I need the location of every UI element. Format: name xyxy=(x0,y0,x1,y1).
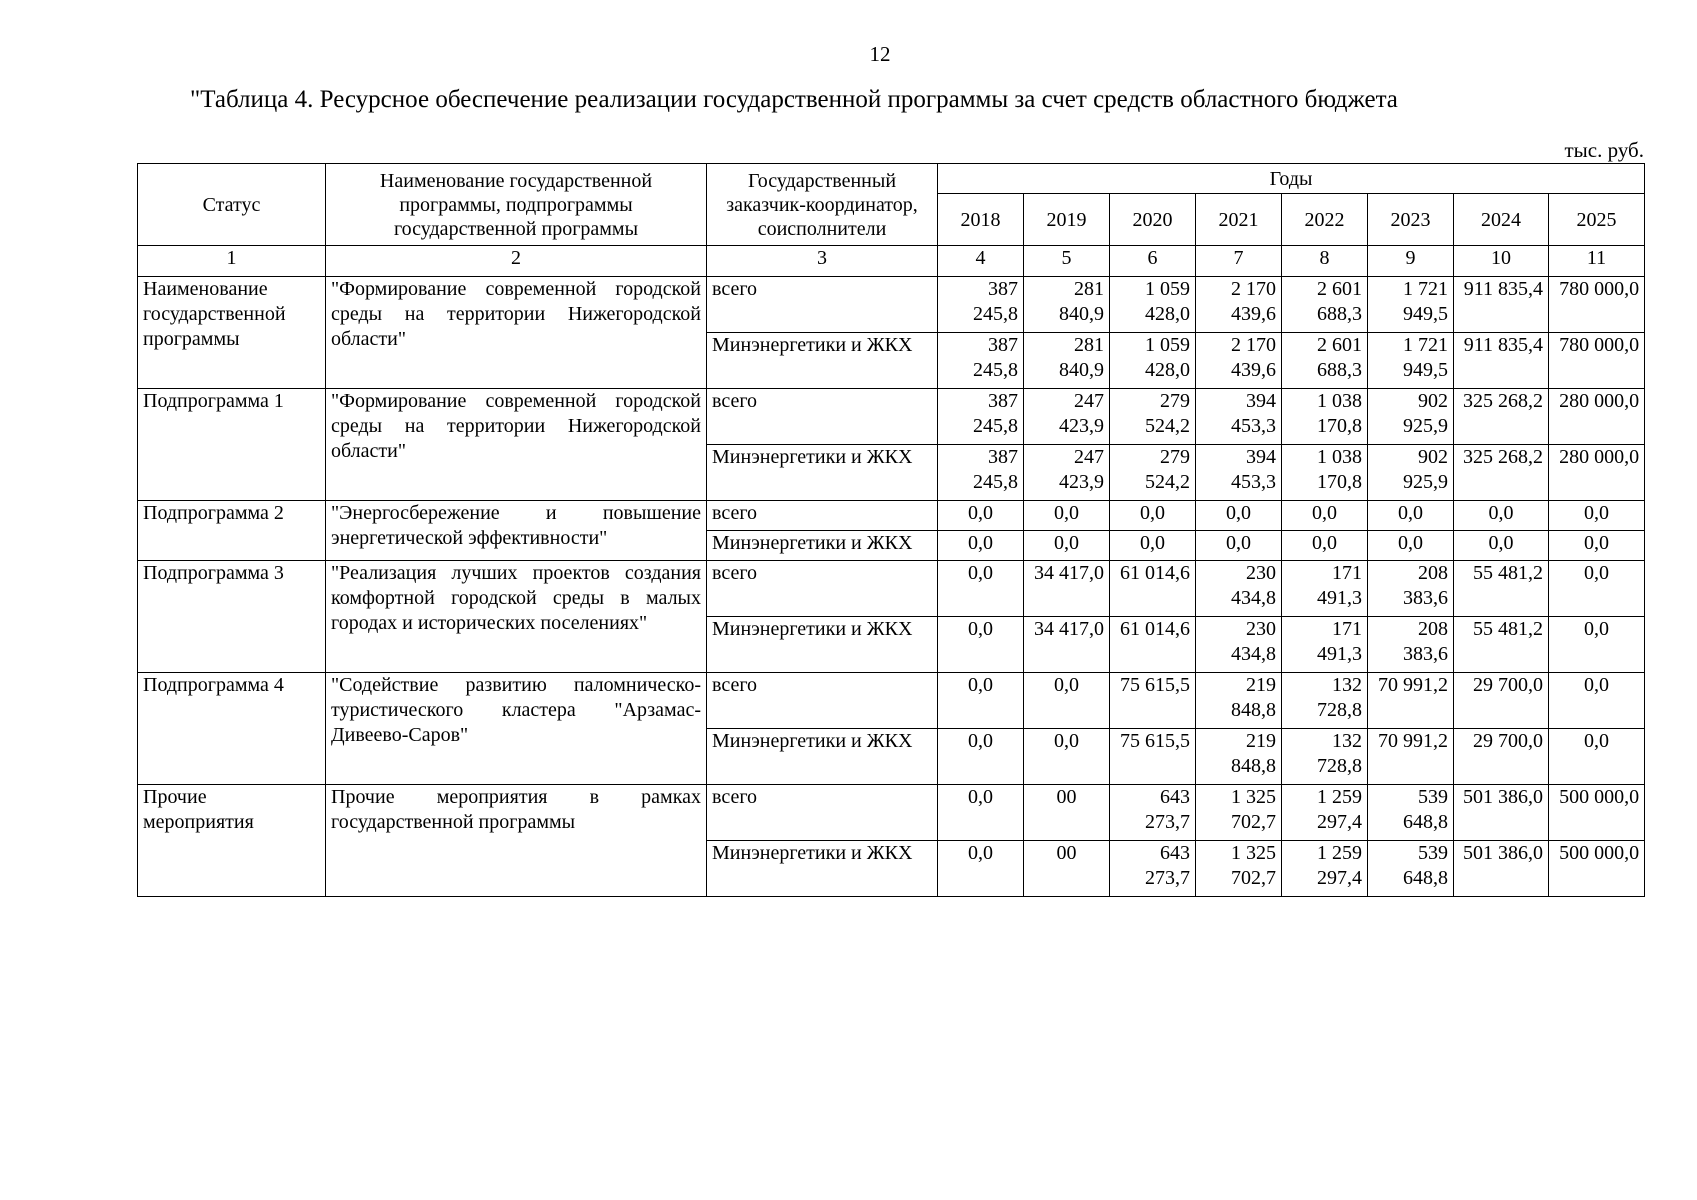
header-year: 2023 xyxy=(1368,194,1454,246)
value-cell: 0,0 xyxy=(1110,501,1196,531)
value-cell: 911 835,4 xyxy=(1454,277,1549,333)
column-number: 3 xyxy=(707,246,938,277)
value-cell: 902 925,9 xyxy=(1368,389,1454,445)
header-customer: Государственный заказчик-координатор, соисполнители xyxy=(707,164,938,246)
value-cell: 500 000,0 xyxy=(1549,785,1645,841)
customer-cell: Минэнергетики и ЖКХ xyxy=(707,617,938,673)
header-year: 2019 xyxy=(1024,194,1110,246)
value-cell: 780 000,0 xyxy=(1549,333,1645,389)
value-cell: 171 491,3 xyxy=(1282,617,1368,673)
value-cell: 208 383,6 xyxy=(1368,617,1454,673)
value-cell: 0,0 xyxy=(1196,501,1282,531)
value-cell: 0,0 xyxy=(1024,729,1110,785)
customer-cell: всего xyxy=(707,561,938,617)
value-cell: 0,0 xyxy=(1549,729,1645,785)
value-cell: 0,0 xyxy=(1024,531,1110,561)
header-year: 2020 xyxy=(1110,194,1196,246)
value-cell: 325 268,2 xyxy=(1454,389,1549,445)
value-cell: 55 481,2 xyxy=(1454,561,1549,617)
value-cell: 2 601 688,3 xyxy=(1282,277,1368,333)
value-cell: 70 991,2 xyxy=(1368,673,1454,729)
value-cell: 00 xyxy=(1024,785,1110,841)
value-cell: 501 386,0 xyxy=(1454,785,1549,841)
column-number: 10 xyxy=(1454,246,1549,277)
program-name-cell: "Реализация лучших проектов создания комфортной городской среды в малых городах и исторических поселениях" xyxy=(326,561,707,673)
program-name-cell: "Содействие развитию паломническо-туристического кластера "Арзамас-Дивеево-Саров" xyxy=(326,673,707,785)
value-cell: 75 615,5 xyxy=(1110,673,1196,729)
value-cell: 61 014,6 xyxy=(1110,561,1196,617)
value-cell: 0,0 xyxy=(938,531,1024,561)
value-cell: 0,0 xyxy=(1196,531,1282,561)
value-cell: 0,0 xyxy=(938,729,1024,785)
value-cell: 0,0 xyxy=(1024,501,1110,531)
value-cell: 0,0 xyxy=(1549,501,1645,531)
value-cell: 643 273,7 xyxy=(1110,785,1196,841)
value-cell: 387 245,8 xyxy=(938,445,1024,501)
customer-cell: всего xyxy=(707,277,938,333)
header-year: 2022 xyxy=(1282,194,1368,246)
value-cell: 171 491,3 xyxy=(1282,561,1368,617)
column-number: 2 xyxy=(326,246,707,277)
value-cell: 132 728,8 xyxy=(1282,729,1368,785)
header-years: Годы xyxy=(938,164,1645,194)
value-cell: 55 481,2 xyxy=(1454,617,1549,673)
value-cell: 0,0 xyxy=(1110,531,1196,561)
customer-cell: всего xyxy=(707,785,938,841)
page-number: 12 xyxy=(869,42,891,66)
value-cell: 0,0 xyxy=(1549,531,1645,561)
customer-cell: всего xyxy=(707,501,938,531)
value-cell: 230 434,8 xyxy=(1196,617,1282,673)
value-cell: 1 038 170,8 xyxy=(1282,445,1368,501)
header-year: 2021 xyxy=(1196,194,1282,246)
value-cell: 247 423,9 xyxy=(1024,389,1110,445)
value-cell: 29 700,0 xyxy=(1454,729,1549,785)
column-number: 9 xyxy=(1368,246,1454,277)
value-cell: 208 383,6 xyxy=(1368,561,1454,617)
units-label: тыс. руб. xyxy=(1564,138,1644,162)
table-row xyxy=(138,389,1645,445)
customer-cell: Минэнергетики и ЖКХ xyxy=(707,841,938,897)
resource-table xyxy=(137,163,1645,897)
value-cell: 0,0 xyxy=(938,561,1024,617)
value-cell: 281 840,9 xyxy=(1024,277,1110,333)
value-cell: 0,0 xyxy=(1282,501,1368,531)
value-cell: 29 700,0 xyxy=(1454,673,1549,729)
value-cell: 219 848,8 xyxy=(1196,673,1282,729)
column-number: 4 xyxy=(938,246,1024,277)
value-cell: 0,0 xyxy=(938,841,1024,897)
value-cell: 539 648,8 xyxy=(1368,785,1454,841)
value-cell: 643 273,7 xyxy=(1110,841,1196,897)
value-cell: 387 245,8 xyxy=(938,389,1024,445)
header-year: 2018 xyxy=(938,194,1024,246)
status-cell: Подпрограмма 1 xyxy=(138,389,326,501)
value-cell: 1 059 428,0 xyxy=(1110,277,1196,333)
value-cell: 0,0 xyxy=(1454,531,1549,561)
value-cell: 280 000,0 xyxy=(1549,445,1645,501)
value-cell: 780 000,0 xyxy=(1549,277,1645,333)
value-cell: 1 038 170,8 xyxy=(1282,389,1368,445)
value-cell: 61 014,6 xyxy=(1110,617,1196,673)
program-name-cell: "Формирование современной городской среды на территории Нижегородской области" xyxy=(326,277,707,389)
value-cell: 2 170 439,6 xyxy=(1196,333,1282,389)
value-cell: 70 991,2 xyxy=(1368,729,1454,785)
value-cell: 2 601 688,3 xyxy=(1282,333,1368,389)
value-cell: 1 259 297,4 xyxy=(1282,841,1368,897)
value-cell: 911 835,4 xyxy=(1454,333,1549,389)
value-cell: 0,0 xyxy=(1282,531,1368,561)
value-cell: 281 840,9 xyxy=(1024,333,1110,389)
customer-cell: всего xyxy=(707,389,938,445)
status-cell: Наименование государственной программы xyxy=(138,277,326,389)
table-title: "Таблица 4. Ресурсное обеспечение реализации государственной программы за счет средств областного бюджета xyxy=(190,86,1398,113)
value-cell: 75 615,5 xyxy=(1110,729,1196,785)
value-cell: 2 170 439,6 xyxy=(1196,277,1282,333)
value-cell: 34 417,0 xyxy=(1024,617,1110,673)
customer-cell: Минэнергетики и ЖКХ xyxy=(707,729,938,785)
table-row xyxy=(138,673,1645,729)
value-cell: 132 728,8 xyxy=(1282,673,1368,729)
value-cell: 325 268,2 xyxy=(1454,445,1549,501)
column-number: 1 xyxy=(138,246,326,277)
value-cell: 387 245,8 xyxy=(938,277,1024,333)
value-cell: 1 259 297,4 xyxy=(1282,785,1368,841)
column-number: 6 xyxy=(1110,246,1196,277)
column-number: 5 xyxy=(1024,246,1110,277)
header-status: Статус xyxy=(138,164,326,246)
value-cell: 1 721 949,5 xyxy=(1368,333,1454,389)
value-cell: 230 434,8 xyxy=(1196,561,1282,617)
column-number: 7 xyxy=(1196,246,1282,277)
value-cell: 500 000,0 xyxy=(1549,841,1645,897)
value-cell: 394 453,3 xyxy=(1196,445,1282,501)
value-cell: 0,0 xyxy=(1454,501,1549,531)
table-row xyxy=(138,561,1645,617)
value-cell: 0,0 xyxy=(938,617,1024,673)
value-cell: 0,0 xyxy=(1368,531,1454,561)
header-program-name: Наименование государственной программы, подпрограммы государственной программы xyxy=(326,164,707,246)
value-cell: 902 925,9 xyxy=(1368,445,1454,501)
value-cell: 0,0 xyxy=(1549,561,1645,617)
value-cell: 394 453,3 xyxy=(1196,389,1282,445)
value-cell: 0,0 xyxy=(1024,673,1110,729)
value-cell: 1 325 702,7 xyxy=(1196,841,1282,897)
value-cell: 279 524,2 xyxy=(1110,389,1196,445)
value-cell: 0,0 xyxy=(1368,501,1454,531)
value-cell: 0,0 xyxy=(938,501,1024,531)
value-cell: 1 721 949,5 xyxy=(1368,277,1454,333)
value-cell: 539 648,8 xyxy=(1368,841,1454,897)
customer-cell: Минэнергетики и ЖКХ xyxy=(707,445,938,501)
value-cell: 1 059 428,0 xyxy=(1110,333,1196,389)
value-cell: 247 423,9 xyxy=(1024,445,1110,501)
program-name-cell: "Формирование современной городской среды на территории Нижегородской области" xyxy=(326,389,707,501)
value-cell: 0,0 xyxy=(938,785,1024,841)
header-year: 2024 xyxy=(1454,194,1549,246)
value-cell: 34 417,0 xyxy=(1024,561,1110,617)
value-cell: 0,0 xyxy=(938,673,1024,729)
value-cell: 387 245,8 xyxy=(938,333,1024,389)
value-cell: 0,0 xyxy=(1549,617,1645,673)
table-row xyxy=(138,785,1645,841)
customer-cell: Минэнергетики и ЖКХ xyxy=(707,333,938,389)
value-cell: 279 524,2 xyxy=(1110,445,1196,501)
status-cell: Подпрограмма 3 xyxy=(138,561,326,673)
column-number: 11 xyxy=(1549,246,1645,277)
customer-cell: всего xyxy=(707,673,938,729)
header-year: 2025 xyxy=(1549,194,1645,246)
value-cell: 501 386,0 xyxy=(1454,841,1549,897)
table-row xyxy=(138,277,1645,333)
program-name-cell: Прочие мероприятия в рамках государственной программы xyxy=(326,785,707,897)
value-cell: 280 000,0 xyxy=(1549,389,1645,445)
value-cell: 00 xyxy=(1024,841,1110,897)
column-number: 8 xyxy=(1282,246,1368,277)
customer-cell: Минэнергетики и ЖКХ xyxy=(707,531,938,561)
status-cell: Прочие мероприятия xyxy=(138,785,326,897)
value-cell: 219 848,8 xyxy=(1196,729,1282,785)
value-cell: 0,0 xyxy=(1549,673,1645,729)
status-cell: Подпрограмма 4 xyxy=(138,673,326,785)
program-name-cell: "Энергосбережение и повышение энергетической эффективности" xyxy=(326,501,707,561)
table-row xyxy=(138,501,1645,531)
status-cell: Подпрограмма 2 xyxy=(138,501,326,561)
value-cell: 1 325 702,7 xyxy=(1196,785,1282,841)
